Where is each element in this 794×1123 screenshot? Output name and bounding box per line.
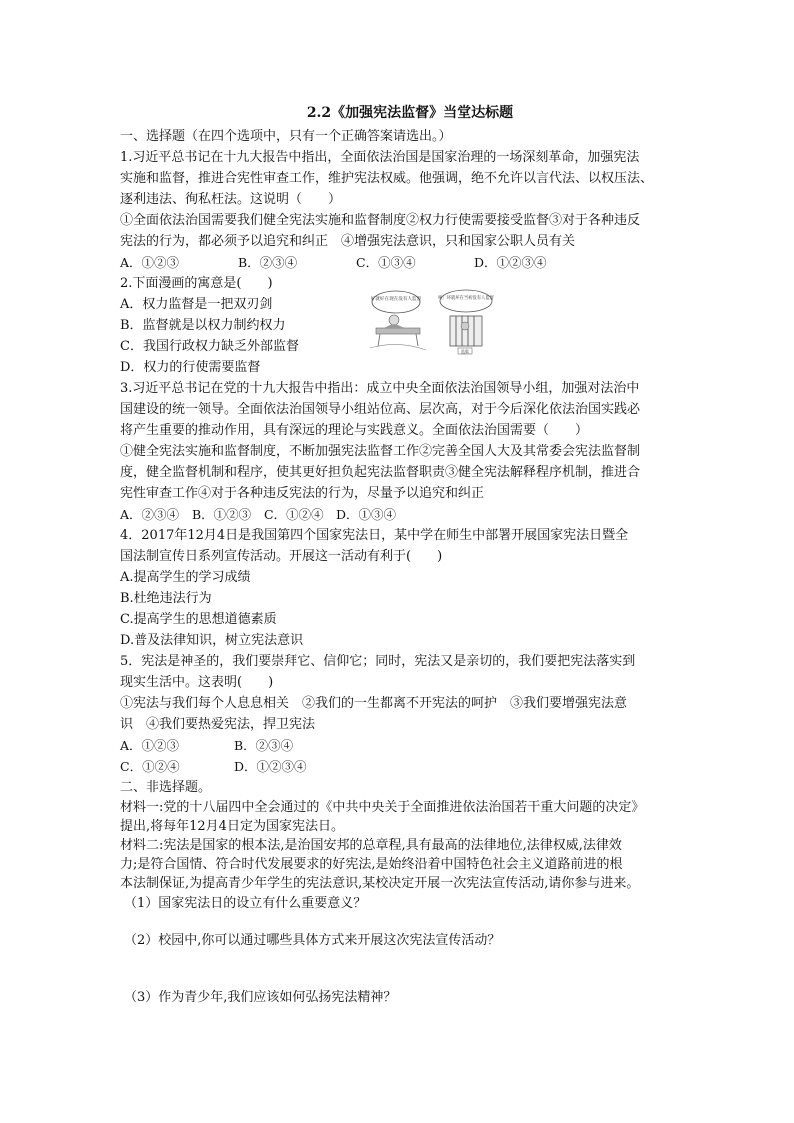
question-items: ①全面依法治国需要我们健全宪法实施和监督制度②权力行使需要接受监督③对于各种违反: [120, 213, 641, 228]
question-1: [120, 147, 680, 273]
answer-options: [120, 735, 680, 756]
question-stem: 现实生活中。这表明( ): [120, 675, 274, 690]
bubble-left-text: [371, 295, 422, 302]
cartoon-illustration: [368, 288, 500, 356]
material-text: 提出,将每年12月4日定为国家宪法日。: [120, 819, 344, 834]
sub-question-3: （3）作为青少年,我们应该如何弘扬宪法精神？: [124, 990, 397, 1005]
question-stem: 4．2017年12月4日是我国第四个国家宪法日，某中学在师生中部署开展国家宪法日暨全: [120, 528, 629, 543]
question-stem: 1.习近平总书记在十九大报告中指出，全面依法治国是国家治理的一场深刻革命，加强宪法: [120, 150, 640, 165]
bubble-right-text: [438, 294, 495, 301]
official-body: [384, 324, 406, 328]
question-4: [120, 525, 680, 651]
option-d[interactable]: D．①②③④: [234, 759, 307, 774]
option-a[interactable]: A．①②③: [120, 255, 180, 270]
question-5: [120, 651, 680, 777]
speech-bubble-right: [440, 290, 492, 312]
option-b[interactable]: B．①②③: [192, 507, 252, 522]
option-a[interactable]: A．①②③: [120, 738, 180, 753]
answer-space[interactable]: [120, 914, 680, 930]
option-c[interactable]: C．①③④: [356, 255, 416, 270]
question-stem: 国建设的统一领导。全面依法治国领导小组站位高、层次高，对于今后深化依法治国实践必: [120, 402, 641, 417]
question-stem: 3.习近平总书记在党的十九大报告中指出：成立中央全面依法治国领导小组，加强对法治中: [120, 381, 640, 396]
answer-options: [120, 252, 680, 273]
jail-cell: [450, 316, 482, 346]
desk: [376, 328, 420, 334]
official-figure: [389, 315, 399, 325]
material-text: 力;是符合国情、符合时代发展要求的好宪法,是始终沿着中国特色社会主义道路前进的根: [120, 857, 623, 872]
option-c[interactable]: C．我国行政权力缺乏外部监督: [120, 339, 299, 354]
bubble-left-line1: 好就好在现在没有人监督: [370, 297, 422, 302]
option-a[interactable]: A.提高学生的学习成绩: [120, 570, 251, 585]
question-stem: 5．宪法是神圣的，我们要崇拜它、信仰它；同时，宪法又是亲切的，我们要把宪法落实到: [120, 654, 636, 669]
material-text: 材料二:宪法是国家的根本法,是治国安邦的总章程,具有最高的法律地位,法律权威,法律效: [120, 838, 622, 853]
option-c[interactable]: C.提高学生的思想道德素质: [120, 612, 277, 627]
bubble-right-line1: 唉！坏就坏在当初没有人监督: [438, 296, 494, 301]
answer-options: [120, 504, 680, 525]
question-stem: 将产生重要的推动作用，具有深远的理论与实践意义。全面依法治国需要（ ）: [120, 423, 589, 438]
material-text: 本法制保证,为提高青少年学生的宪法意识,某校决定开展一次宪法宣传活动,请你参与进来。: [120, 876, 640, 891]
material-text: 材料一:党的十八届四中全会通过的《中共中央关于全面推进依法治国若干重大问题的决定》: [120, 800, 645, 815]
option-d[interactable]: D.普及法律知识，树立宪法意识: [120, 633, 304, 648]
cartoon-drawing: [368, 288, 500, 356]
speech-bubble-left: [372, 291, 420, 313]
option-b[interactable]: B．②③④: [238, 255, 298, 270]
question-items: 宪法的行为，都必须予以追究和纠正 ④增强宪法意识，只和国家公职人员有关: [120, 234, 576, 249]
option-d[interactable]: D．①②③④: [474, 255, 547, 270]
material-block: [120, 798, 680, 893]
option-d[interactable]: D．①③④: [336, 507, 397, 522]
question-stem: 2.下面漫画的寓意是( ): [120, 276, 273, 291]
option-a[interactable]: A．权力监督是一把双刃剑: [120, 297, 273, 312]
option-b[interactable]: B．②③④: [234, 738, 294, 753]
option-c[interactable]: C．①②④: [120, 759, 180, 774]
sub-question-1: （1）国家宪法日的设立有什么重要意义？: [124, 896, 367, 911]
question-items: 度，健全监督机制和程序，使其更好担负起宪法监督职责③健全宪法解释程序机制，推进合: [120, 465, 641, 480]
option-a[interactable]: A．②③④: [120, 507, 180, 522]
page-title: 2.2《加强宪法监督》当堂达标题: [306, 105, 514, 121]
option-d[interactable]: D．权力的行使需要监督: [120, 360, 261, 375]
prisoner-figure: [461, 322, 469, 330]
answer-options: [120, 756, 680, 777]
question-stem: 国法制宣传日系列宣传活动。开展这一活动有利于( ): [120, 549, 443, 564]
question-items: 宪性审查工作④对于各种违反宪法的行为，尽量予以追究和纠正: [120, 486, 485, 501]
answer-space[interactable]: [120, 951, 680, 987]
section-heading: 二、非选择题。: [120, 780, 212, 795]
question-items: 识 ④我们要热爱宪法，捍卫宪法: [120, 717, 316, 732]
section-heading: 一、选择题（在四个选项中，只有一个正确答案请选出。）: [120, 129, 452, 144]
option-b[interactable]: B.杜绝违法行为: [120, 591, 212, 606]
jail-sign-text: 监狱: [461, 348, 469, 354]
question-items: ①宪法与我们每个人息息相关 ②我们的一生都离不开宪法的呵护 ③我们要增强宪法意: [120, 696, 628, 711]
question-3: [120, 378, 680, 525]
option-c[interactable]: C．①②④: [264, 507, 324, 522]
question-stem: 实施和监督，推进合宪性审查工作，维护宪法权威。他强调，绝不允许以言代法、以权压法、: [120, 171, 654, 186]
worksheet: [120, 104, 680, 1008]
question-items: ①健全宪法实施和监督制度，不断加强宪法监督工作②完善全国人大及其常委会宪法监督制: [120, 444, 641, 459]
sub-question-2: （2）校园中,你可以通过哪些具体方式来开展这次宪法宣传活动？: [124, 933, 501, 948]
option-b[interactable]: B．监督就是以权力制约权力: [120, 318, 286, 333]
question-stem: 逐利违法、徇私枉法。这说明（ ）: [120, 192, 342, 207]
